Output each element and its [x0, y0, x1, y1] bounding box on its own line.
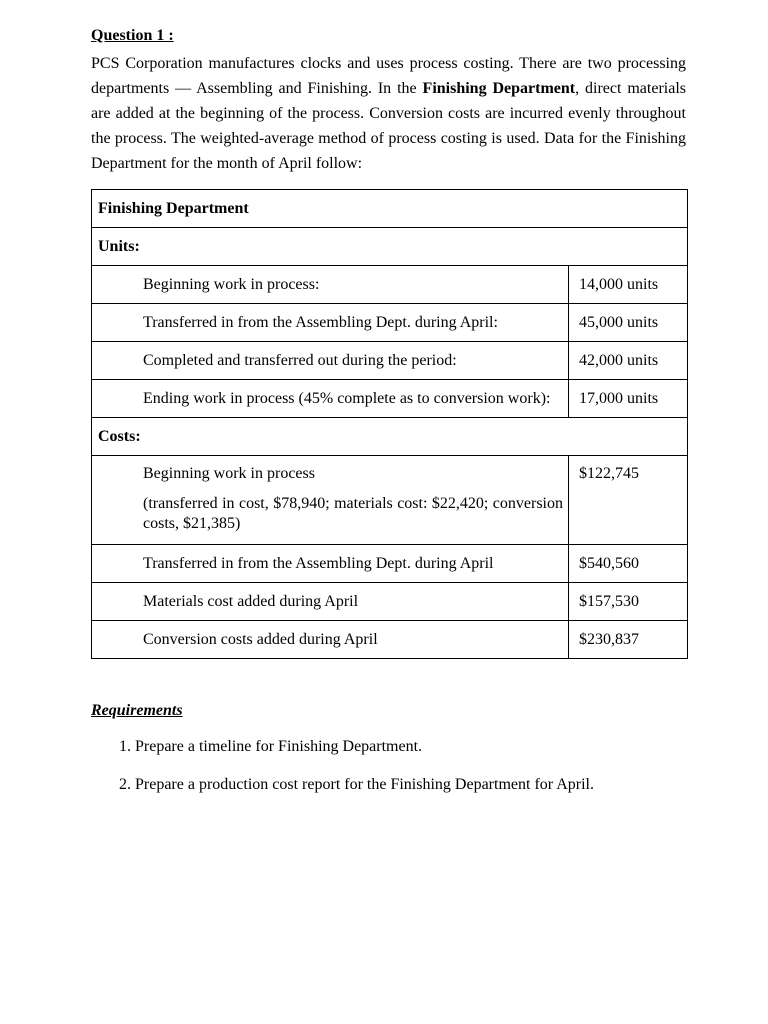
requirements-list [91, 738, 695, 814]
units-section-label: Units: [92, 228, 688, 266]
units-row-label: Completed and transferred out during the period: [92, 342, 569, 380]
list-item: 2. Prepare a production cost report for the Finishing Department for April. [135, 776, 695, 794]
intro-part-2: , direct materials are added at the beginning of the process. Conversion costs are incurred evenly throughout the process. The weighted-average method of process costing is used. Data for the Finishing Department for the month of April follow: [91, 80, 686, 172]
costs-row-label [92, 456, 569, 545]
bwip-cost-label: Beginning work in process [143, 465, 315, 482]
units-row-label: Transferred in from the Assembling Dept. during April: [92, 304, 569, 342]
table-row [92, 621, 688, 659]
intro-part-1: PCS Corporation manufactures clocks and uses process costing. There are two processing departments — Assembling and Finishing. In the [91, 55, 686, 97]
table-row [92, 342, 688, 380]
intro-bold-department: Finishing Department [422, 80, 576, 97]
table-row [92, 380, 688, 418]
costs-row-label: Conversion costs added during April [92, 621, 569, 659]
question-title: Question 1 : [91, 27, 174, 44]
costs-row-value: $157,530 [569, 583, 688, 621]
units-row-value: 45,000 units [569, 304, 688, 342]
costs-row-value: $540,560 [569, 545, 688, 583]
costs-row-value: $122,745 [569, 456, 688, 545]
bwip-cost-detail: (transferred in cost, $78,940; materials cost: $22,420; conversion costs, $21,385) [143, 495, 563, 532]
costs-row-value: $230,837 [569, 621, 688, 659]
units-row-value: 42,000 units [569, 342, 688, 380]
table-row [92, 545, 688, 583]
table-row [92, 583, 688, 621]
units-row-label: Beginning work in process: [92, 266, 569, 304]
question-intro [91, 51, 686, 176]
question-page [91, 26, 686, 793]
costs-row-label: Materials cost added during April [92, 583, 569, 621]
units-row-value: 14,000 units [569, 266, 688, 304]
costs-row-label: Transferred in from the Assembling Dept. during April [92, 545, 569, 583]
table-row [92, 304, 688, 342]
costs-section-label: Costs: [92, 418, 688, 456]
table-row [92, 456, 688, 545]
units-row-label: Ending work in process (45% complete as to conversion work): [92, 380, 569, 418]
table-row [92, 266, 688, 304]
units-row-value: 17,000 units [569, 380, 688, 418]
list-item: 1. Prepare a timeline for Finishing Department. [135, 738, 695, 756]
table-heading: Finishing Department [92, 190, 688, 228]
finishing-department-table [91, 189, 688, 659]
requirements-title: Requirements [91, 702, 183, 719]
